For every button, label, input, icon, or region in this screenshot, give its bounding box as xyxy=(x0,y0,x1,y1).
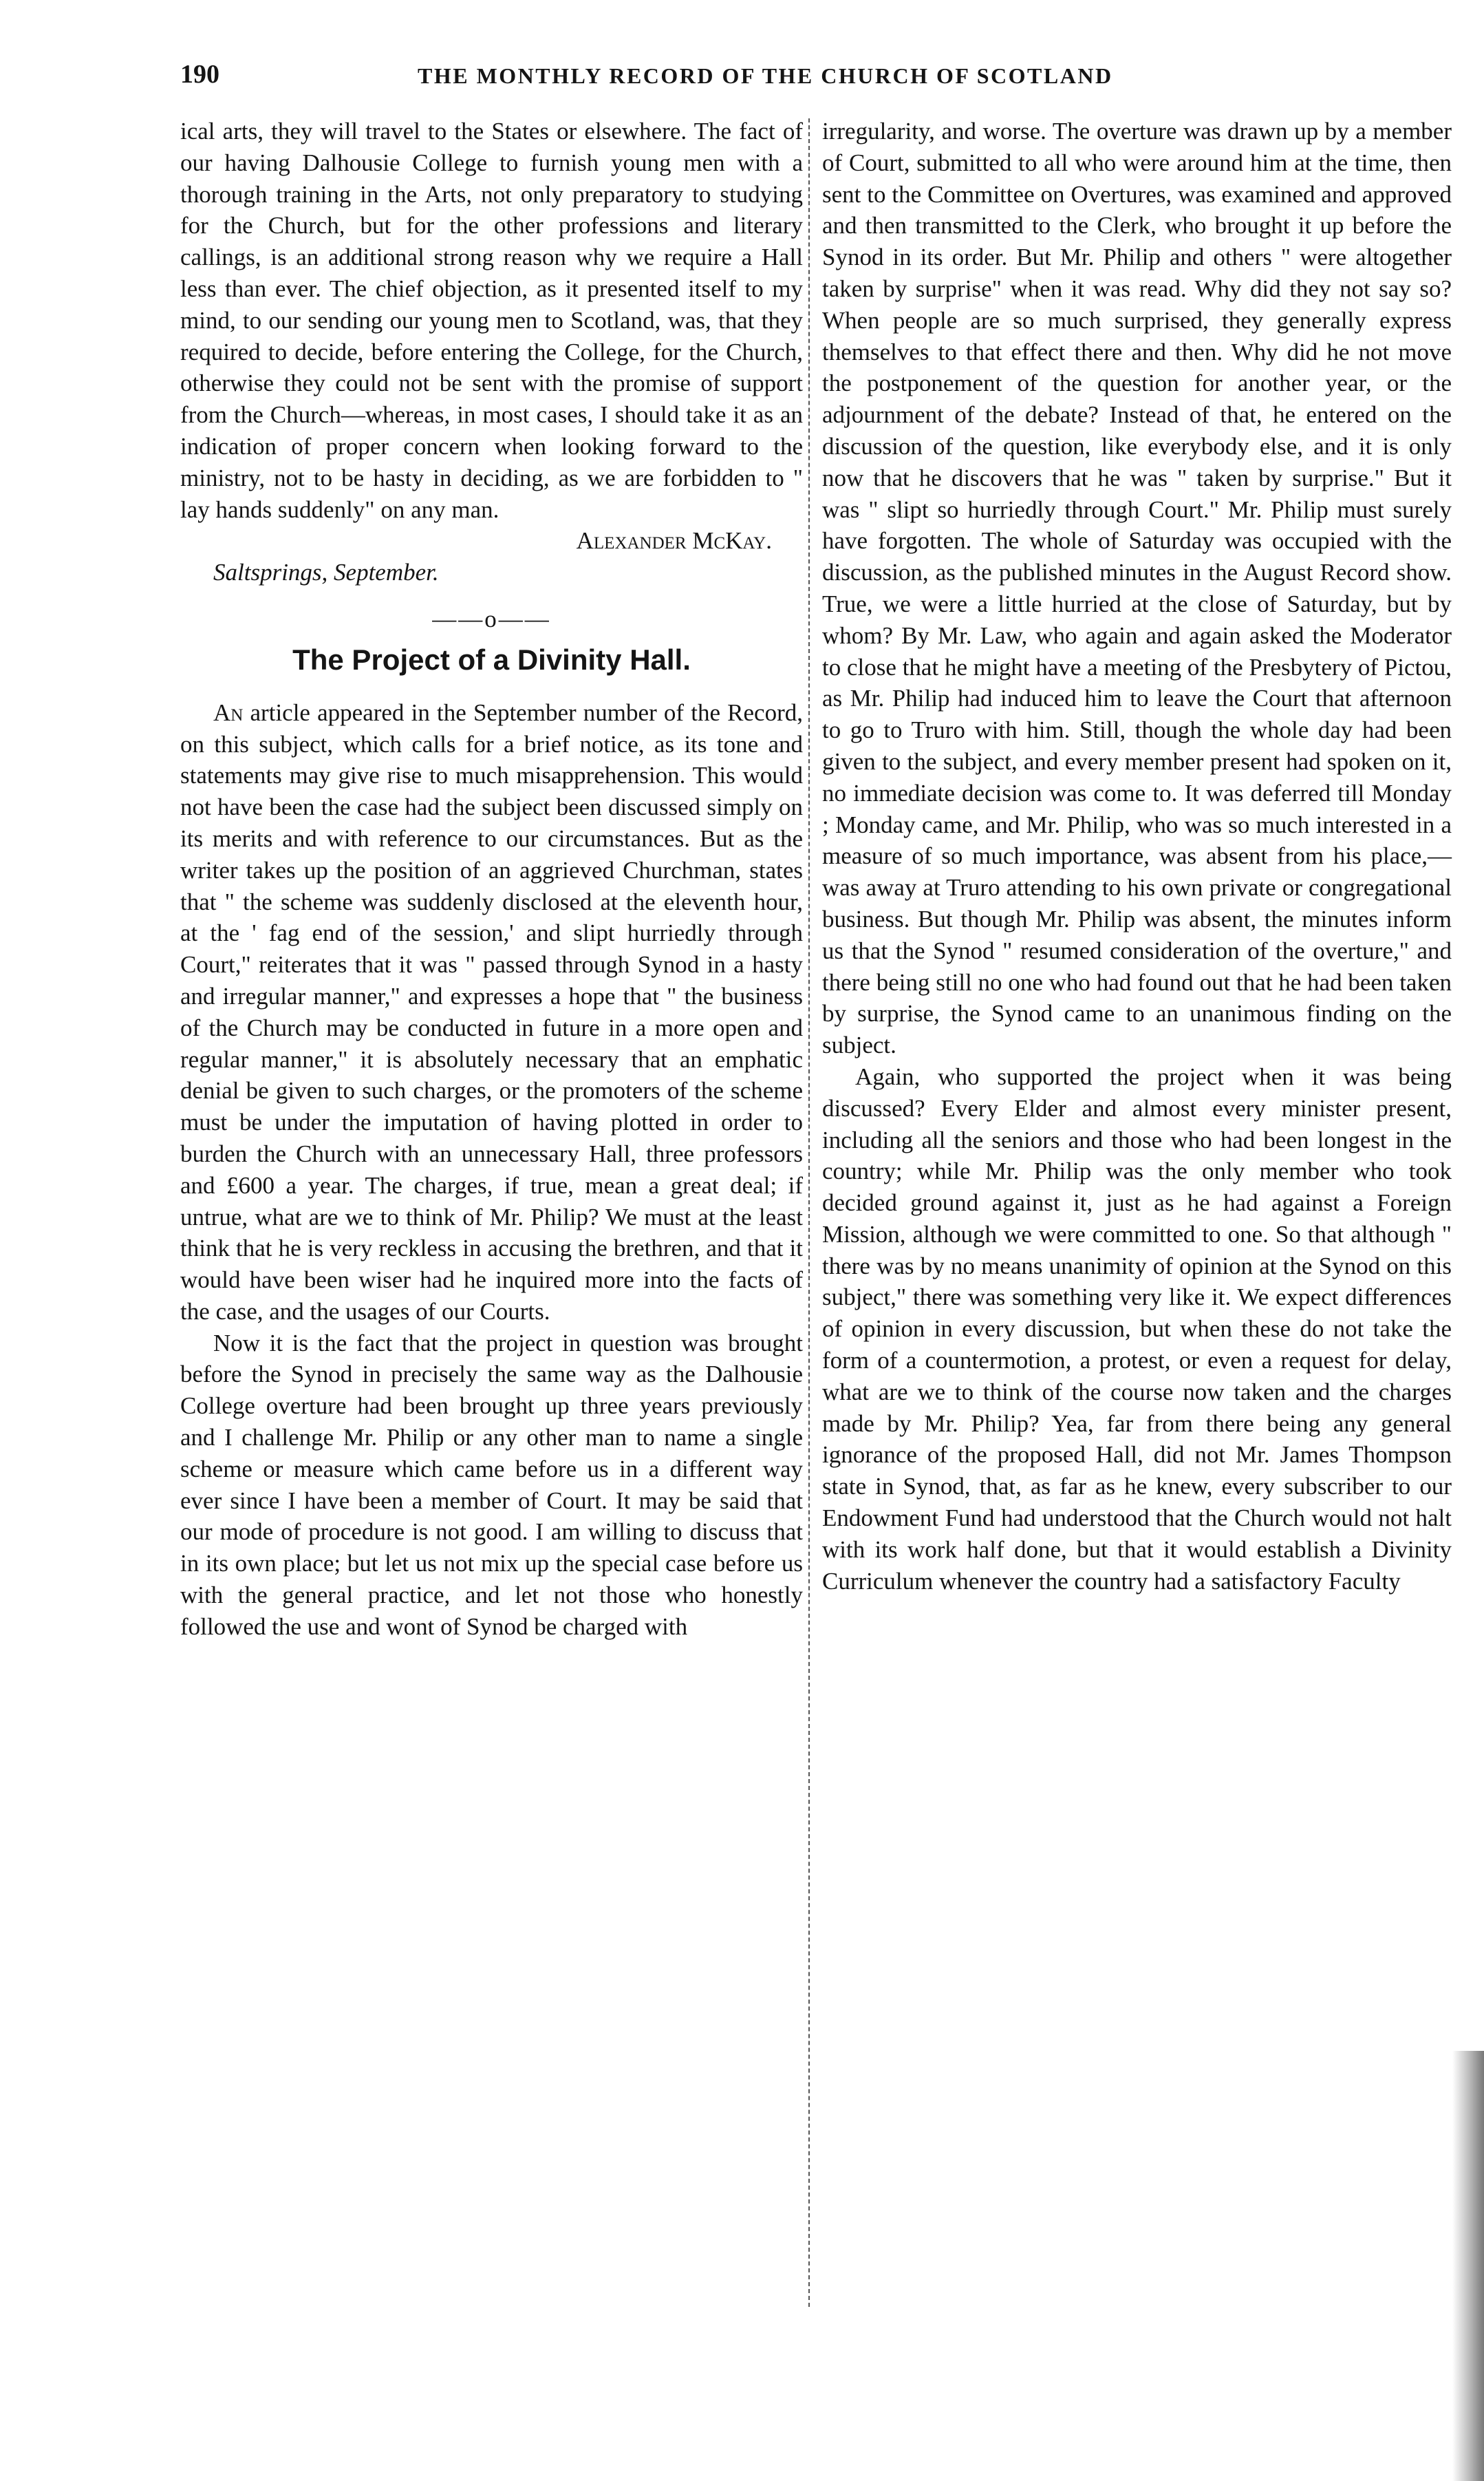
right-column xyxy=(822,116,1452,1597)
page-number: 190 xyxy=(180,60,219,89)
article-paragraph: Now it is the fact that the project in question was brought before the Synod in precisely the same way as the Dalhousie College overture had been brought up three years previously and I challenge Mr. Philip or any other man to name a single scheme or measure which came before us in a different way ever since I have been a member of Court. It may be said that our mode of procedure is not good. I am willing to discuss that in its own place; but let us not mix up the special case before us with the general practice, and let not those who honestly followed the use and wont of Synod be charged with xyxy=(180,1329,803,1640)
running-title: THE MONTHLY RECORD OF THE CHURCH OF SCOTLAND xyxy=(418,63,1113,88)
author-signature: Alexander McKay. xyxy=(576,527,772,555)
article-paragraph xyxy=(180,697,803,1328)
article-paragraph: irregularity, and worse. The overture was drawn up by a member of Court, submitted to all who were around him at the time, then sent to the Committee on Overtures, was examined and approved and then transmitted to the Clerk, who brought it up before the Synod in its order. But Mr. Philip and others " were altogether taken by surprise" when it was read. Why did they not say so? When people are so much surprised, they generally express themselves to that effect there and then. Why did he not move the postponement of the question for another year, or the adjournment of the debate? Instead of that, he entered on the discussion of the question, like everybody else, and it is only now that he discovers that he was " taken by surprise." But it was " slipt so hurriedly through Court." Mr. Philip must surely have forgotten. The whole of Saturday was occupied with the discussion, as the published minutes in the August Record show. True, we were a little hurried at the close of Saturday, but by whom? By Mr. Law, who again and again asked the Moderator to close that he might have a meeting of the Presbytery of Pictou, as Mr. Philip had induced him to leave the Court that afternoon to go to Truro with him. Still, though the whole day had been given to the subject, and every member present had spoken on it, no immediate decision was come to. It was deferred till Monday ; Monday came, and Mr. Philip, who was so much interested in a measure of so much importance, was absent from his place,—was away at Truro attending to his own private or congregational business. But though Mr. Philip was absent, the minutes inform us that the Synod " resumed consideration of the overture," and there being still no one who had found out that he had been taken by surprise, the Synod came to an unanimous finding on the subject. xyxy=(822,118,1452,1059)
column-divider xyxy=(808,118,810,2307)
continued-paragraph: ical arts, they will travel to the States or elsewhere. The fact of our having Dalhousie College to furnish young men with a thorough training in the Arts, not only preparatory to studying for the Church, but for the other professions and literary callings, is an additional strong reason why we require a Hall less than ever. The chief objection, as it presented itself to my mind, to our sending our young men to Scotland, was, that they required to decide, before entering the College, for the Church, otherwise they could not be sent with the promise of support from the Church—whereas, in most cases, I should take it as an indication of proper concern when looking forward to the ministry, not to be hasty in deciding, as we are forbidden to " lay hands suddenly" on any man. xyxy=(180,118,803,523)
page-edge-shadow xyxy=(1452,2051,1484,2481)
section-separator xyxy=(180,604,803,635)
article-title: The Project of a Divinity Hall. xyxy=(292,643,691,676)
paragraph-text: article appeared in the September number of the Record, on this subject, which calls for a brief notice, as its tone and statements may give rise to much misapprehension. This would not have been the case had the subject been discussed simply on its merits and with reference to our circumstances. But as the writer takes up the position of an aggrieved Churchman, states that " the scheme was suddenly disclosed at the eleventh hour, at the ' fag end of the session,' and slipt hurriedly through Court," reiterates that it was " passed through Synod in a hasty and irregular manner," and expresses a hope that " the business of the Church may be conducted in future in a more open and regular manner," it is absolutely necessary that an emphatic denial be given to such charges, or the promoters of the scheme must be under the imputation of having plotted in order to burden the Church with an unnecessary Hall, three professors and £600 a year. The charges, if true, mean a great deal; if untrue, what are we to think of Mr. Philip? We must at the least think that he is very reckless in accusing the brethren, and that it would have been wiser had he inquired more into the facts of the case, and the usages of our Courts. xyxy=(180,699,803,1325)
page-header xyxy=(180,59,1432,100)
article-paragraph: Again, who supported the project when it was being discussed? Every Elder and almost every minister present, including all the seniors and those who had been longest in the country; while Mr. Philip was the only member who took decided ground against it, just as he had against a Foreign Mission, although we were committed to one. So that although " there was by no means unanimity of opinion at the Synod on this subject," there was something very like it. We expect differences of opinion in every discussion, but when these do not take the form of a countermotion, a protest, or even a request for delay, what are we to think of the course now taken and the charges made by Mr. Philip? Yea, far from there being any general ignorance of the proposed Hall, did not Mr. James Thompson state in Synod, that, as far as he knew, every subscriber to our Endowment Fund had understood that the Church would not halt with its work half done, but that it would establish a Divinity Curriculum whenever the country had a satisfactory Faculty xyxy=(822,1063,1452,1595)
place-date: Saltsprings, September. xyxy=(213,559,439,586)
separator-ornament: ——o—— xyxy=(432,605,551,632)
lead-word: An xyxy=(213,699,244,726)
left-column xyxy=(180,116,803,1643)
